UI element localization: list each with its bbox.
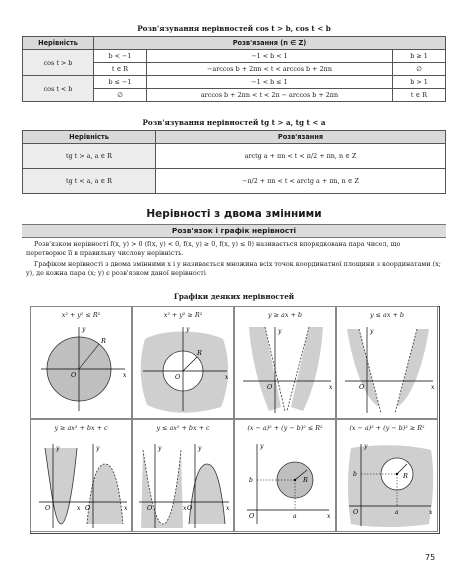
svg-text:y: y (278, 328, 282, 335)
svg-text:x: x (183, 505, 187, 512)
tg-row2-inequality: tg t < a, a ∈ R (23, 169, 156, 194)
svg-text:x: x (226, 505, 230, 512)
cos-header-solution: Розв'язання (n ∈ Z) (94, 37, 446, 50)
cos-row1-sol1: t ∈ R (94, 63, 147, 76)
svg-text:y: y (186, 326, 190, 333)
graph-label: y ≤ ax² + bx + c (156, 424, 210, 432)
svg-text:y: y (364, 443, 368, 450)
cos-row1-inequality: cos t > b (23, 50, 94, 76)
graph-parabola-above (30, 419, 132, 532)
cos-inequality-table (22, 36, 446, 102)
graph-label: (x − a)² + (y − b)² ≥ R² (349, 424, 425, 432)
page-number: 75 (425, 553, 436, 562)
svg-text:x: x (225, 374, 229, 381)
svg-text:O: O (267, 383, 273, 391)
svg-text:x: x (123, 372, 127, 379)
tg-row2-solution: −π/2 + πn < t < arctg a + πn, n ∈ Z (156, 169, 446, 194)
svg-text:x: x (327, 513, 331, 520)
svg-text:O: O (147, 504, 153, 512)
svg-text:R: R (197, 349, 202, 357)
svg-text:x: x (124, 505, 128, 512)
svg-text:O: O (175, 373, 181, 381)
graph-shifted-disk-inside (234, 419, 336, 532)
graph-parabola-below (132, 419, 234, 532)
graph-label: y ≥ ax² + bx + c (54, 424, 108, 432)
cos-row1-sol3: ∅ (393, 63, 446, 76)
svg-text:b: b (353, 471, 357, 478)
graph-label: (x − a)² + (y − b)² ≤ R² (247, 424, 323, 432)
definition-paragraph-2: Графіком нерівності з двома змінними x і y називається множина всіх точок координатної площини з координатами (x; y), де кожна пара (x; y) є розв'язком даної нерівності (26, 260, 441, 277)
svg-text:x: x (429, 509, 433, 516)
graph-label: x² + y² ≥ R² (163, 311, 203, 319)
cos-row2-cond2: −1 < b ≤ 1 (147, 76, 393, 89)
graph-disk-outside (132, 306, 234, 419)
tg-table-caption: Розв'язування нерівностей tg t > a, tg t < a (142, 118, 326, 127)
svg-text:a: a (395, 509, 399, 516)
graph-label: x² + y² ≤ R² (61, 311, 101, 319)
svg-text:R: R (101, 337, 106, 345)
svg-text:y: y (158, 445, 162, 452)
tg-row1-inequality: tg t > a, a ∈ R (23, 144, 156, 169)
svg-text:y: y (96, 445, 100, 452)
cos-row2-sol3: t ∈ R (393, 89, 446, 102)
tg-header-solution: Розв'язання (156, 131, 446, 144)
svg-text:y: y (260, 443, 264, 450)
cos-row2-cond3: b > 1 (393, 76, 446, 89)
tg-header-inequality: Нерівність (23, 131, 156, 144)
svg-text:O: O (71, 371, 77, 379)
graphs-caption: Графіки деяких нерівностей (173, 292, 295, 301)
svg-text:x: x (77, 505, 81, 512)
graph-label: y ≥ ax + b (268, 311, 302, 319)
graph-halfplane-below (336, 306, 438, 419)
svg-text:a: a (293, 513, 297, 520)
cos-header-inequality: Нерівність (23, 37, 94, 50)
cos-row1-cond1: b < −1 (94, 50, 147, 63)
graph-shifted-disk-outside (336, 419, 438, 532)
svg-text:x: x (431, 384, 435, 391)
svg-text:y: y (198, 445, 202, 452)
svg-text:R: R (303, 476, 308, 484)
tg-inequality-table (22, 130, 446, 194)
section-title: Нерівності з двома змінними (146, 208, 322, 220)
svg-text:y: y (82, 326, 86, 333)
cos-row2-cond1: b ≤ −1 (94, 76, 147, 89)
svg-text:R: R (403, 472, 408, 480)
cos-row1-sol2: −arccos b + 2πn < t < arccos b + 2πn (147, 63, 393, 76)
svg-text:O: O (45, 504, 51, 512)
cos-row1-cond2: −1 < b < 1 (147, 50, 393, 63)
cos-row2-sol2: arccos b + 2πn < t < 2π − arccos b + 2πn (147, 89, 393, 102)
svg-text:O: O (359, 383, 365, 391)
svg-text:O: O (187, 504, 193, 512)
graph-disk-inside (30, 306, 132, 419)
svg-text:y: y (370, 328, 374, 335)
section-band: Розв'язок і графік нерівності (22, 224, 446, 238)
cos-row2-inequality: cos t < b (23, 76, 94, 102)
definition-paragraph-1: Розв'язком нерівності f(x, y) > 0 (f(x, y) < 0, f(x, y) ≥ 0, f(x, y) ≤ 0) називається впорядкована пара чисел, що перетворює її в правильну числову нерівність. (26, 240, 401, 257)
cos-row1-cond3: b ≥ 1 (393, 50, 446, 63)
svg-text:O: O (249, 512, 255, 520)
cos-row2-sol1: ∅ (94, 89, 147, 102)
svg-text:O: O (85, 504, 91, 512)
svg-text:b: b (249, 477, 253, 484)
svg-text:x: x (329, 384, 333, 391)
graph-label: y ≤ ax + b (370, 311, 404, 319)
svg-text:y: y (56, 445, 60, 452)
svg-text:O: O (353, 508, 359, 516)
cos-table-caption: Розв'язування нерівностей cos t > b, cos t < b (137, 24, 331, 33)
tg-row1-solution: arctg a + πn < t < π/2 + πn, n ∈ Z (156, 144, 446, 169)
graph-halfplane-above (234, 306, 336, 419)
